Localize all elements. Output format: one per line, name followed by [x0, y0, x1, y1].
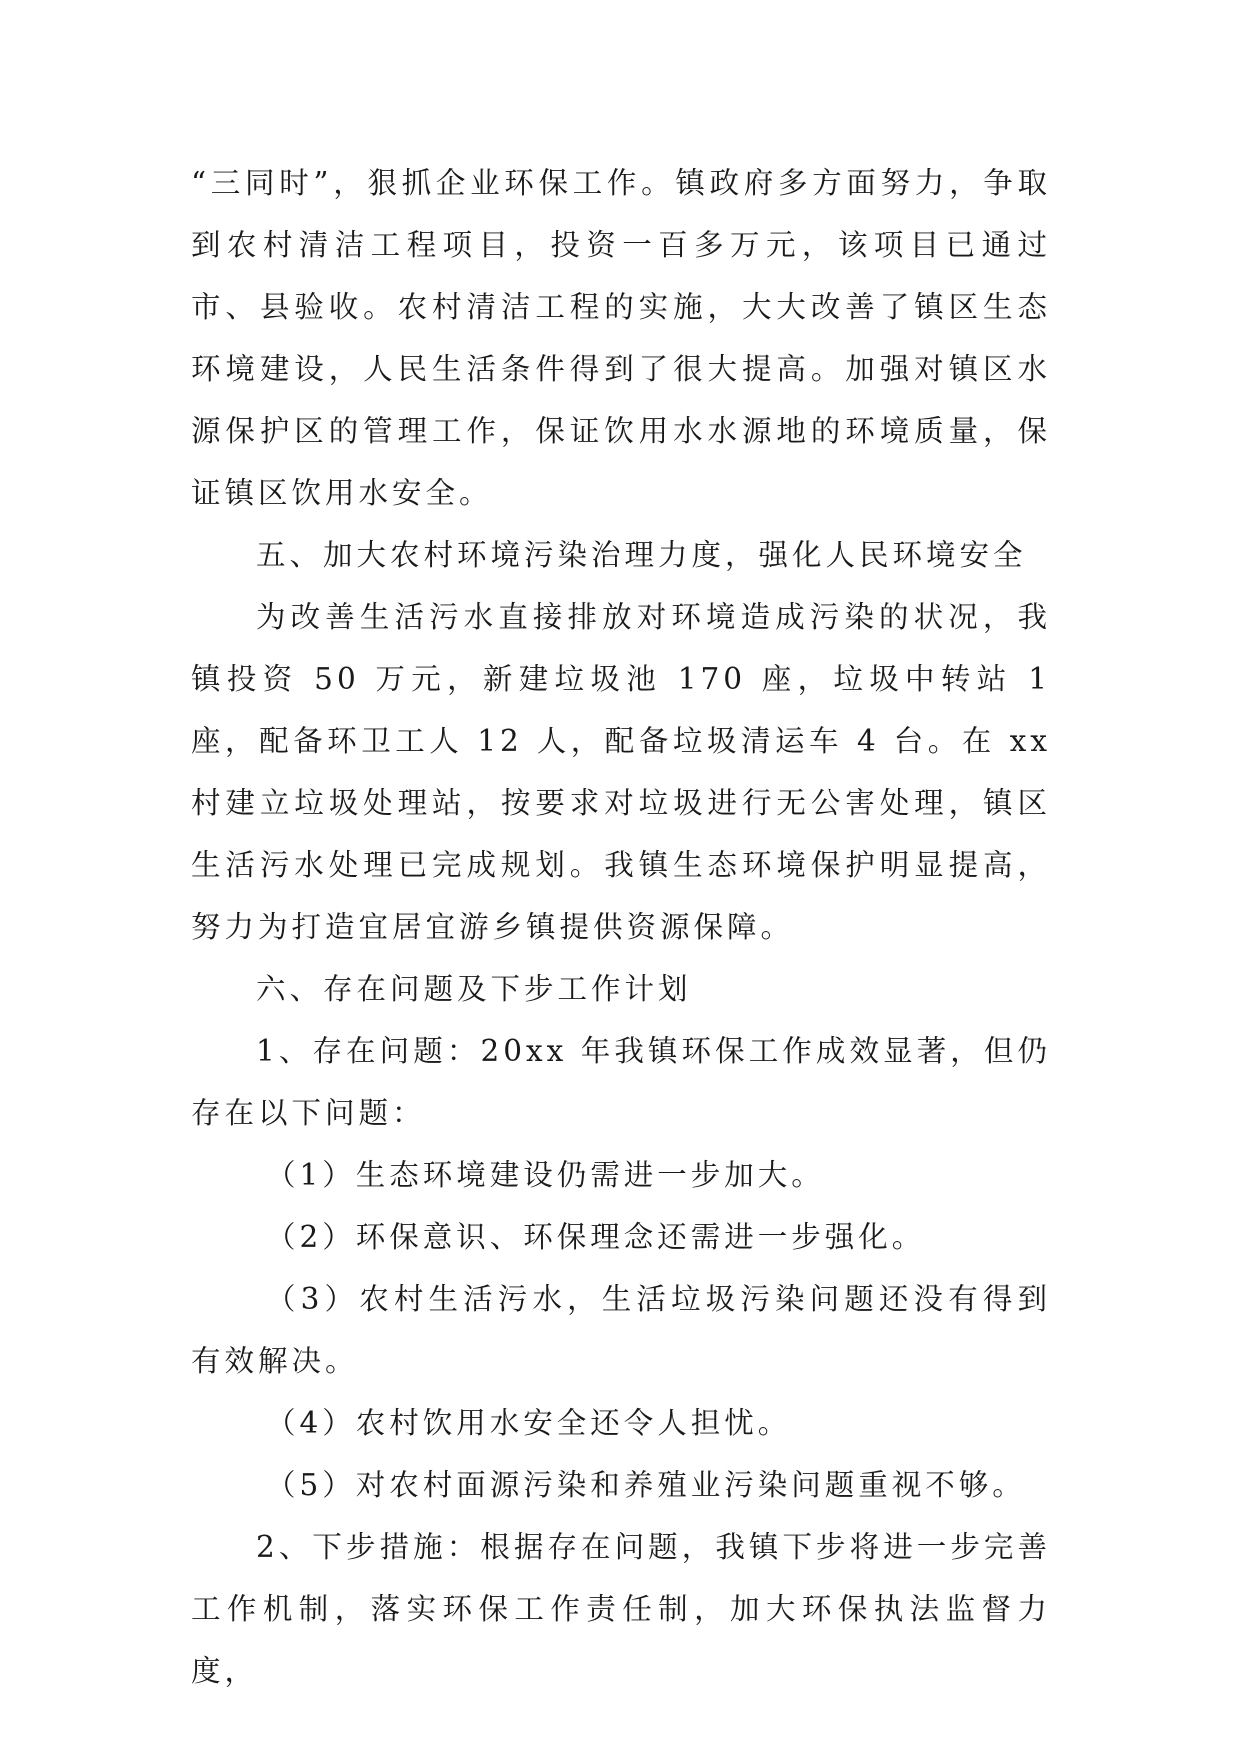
- section-heading-six: 六、存在问题及下步工作计划: [256, 972, 692, 1006]
- paragraph-existing-problems: 1、存在问题：20xx 年我镇环保工作成效显著，但仍存在以下问题：: [191, 1034, 1051, 1130]
- section-heading-five: 五、加大农村环境污染治理力度，强化人民环境安全: [256, 538, 1027, 572]
- paragraph-continuation: “三同时”，狠抓企业环保工作。镇政府多方面努力，争取到农村清洁工程项目，投资一百多万元，该项目已通过市、县验收。农村清洁工程的实施，大大改善了镇区生态环境建设，人民生活条件得到了很大提高。加强对镇区水源保护区的管理工作，保证饮用水水源地的环境质量，保证镇区饮用水安全。: [191, 166, 1051, 510]
- list-item-problem-5: （5）对农村面源污染和养殖业污染问题重视不够。: [266, 1468, 1026, 1502]
- document-body: [191, 152, 1051, 1702]
- list-item-problem-3: （3）农村生活污水，生活垃圾污染问题还没有得到有效解决。: [191, 1282, 1051, 1378]
- list-item-problem-1: （1）生态环境建设仍需进一步加大。: [266, 1158, 825, 1192]
- paragraph-pollution-control: 为改善生活污水直接排放对环境造成污染的状况，我镇投资 50 万元，新建垃圾池 170 座，垃圾中转站 1 座，配备环卫工人 12 人，配备垃圾清运车 4 台。在 xx 村建立垃圾处理站，按要求对垃圾进行无公害处理，镇区生活污水处理已完成规划。我镇生态环境保护明显提高，努力为打造宜居宜游乡镇提供资源保障。: [191, 600, 1051, 944]
- paragraph-next-steps: 2、下步措施：根据存在问题，我镇下步将进一步完善工作机制，落实环保工作责任制，加大环保执法监督力度，: [191, 1530, 1051, 1688]
- list-item-problem-4: （4）农村饮用水安全还令人担忧。: [266, 1406, 792, 1440]
- list-item-problem-2: （2）环保意识、环保理念还需进一步强化。: [266, 1220, 926, 1254]
